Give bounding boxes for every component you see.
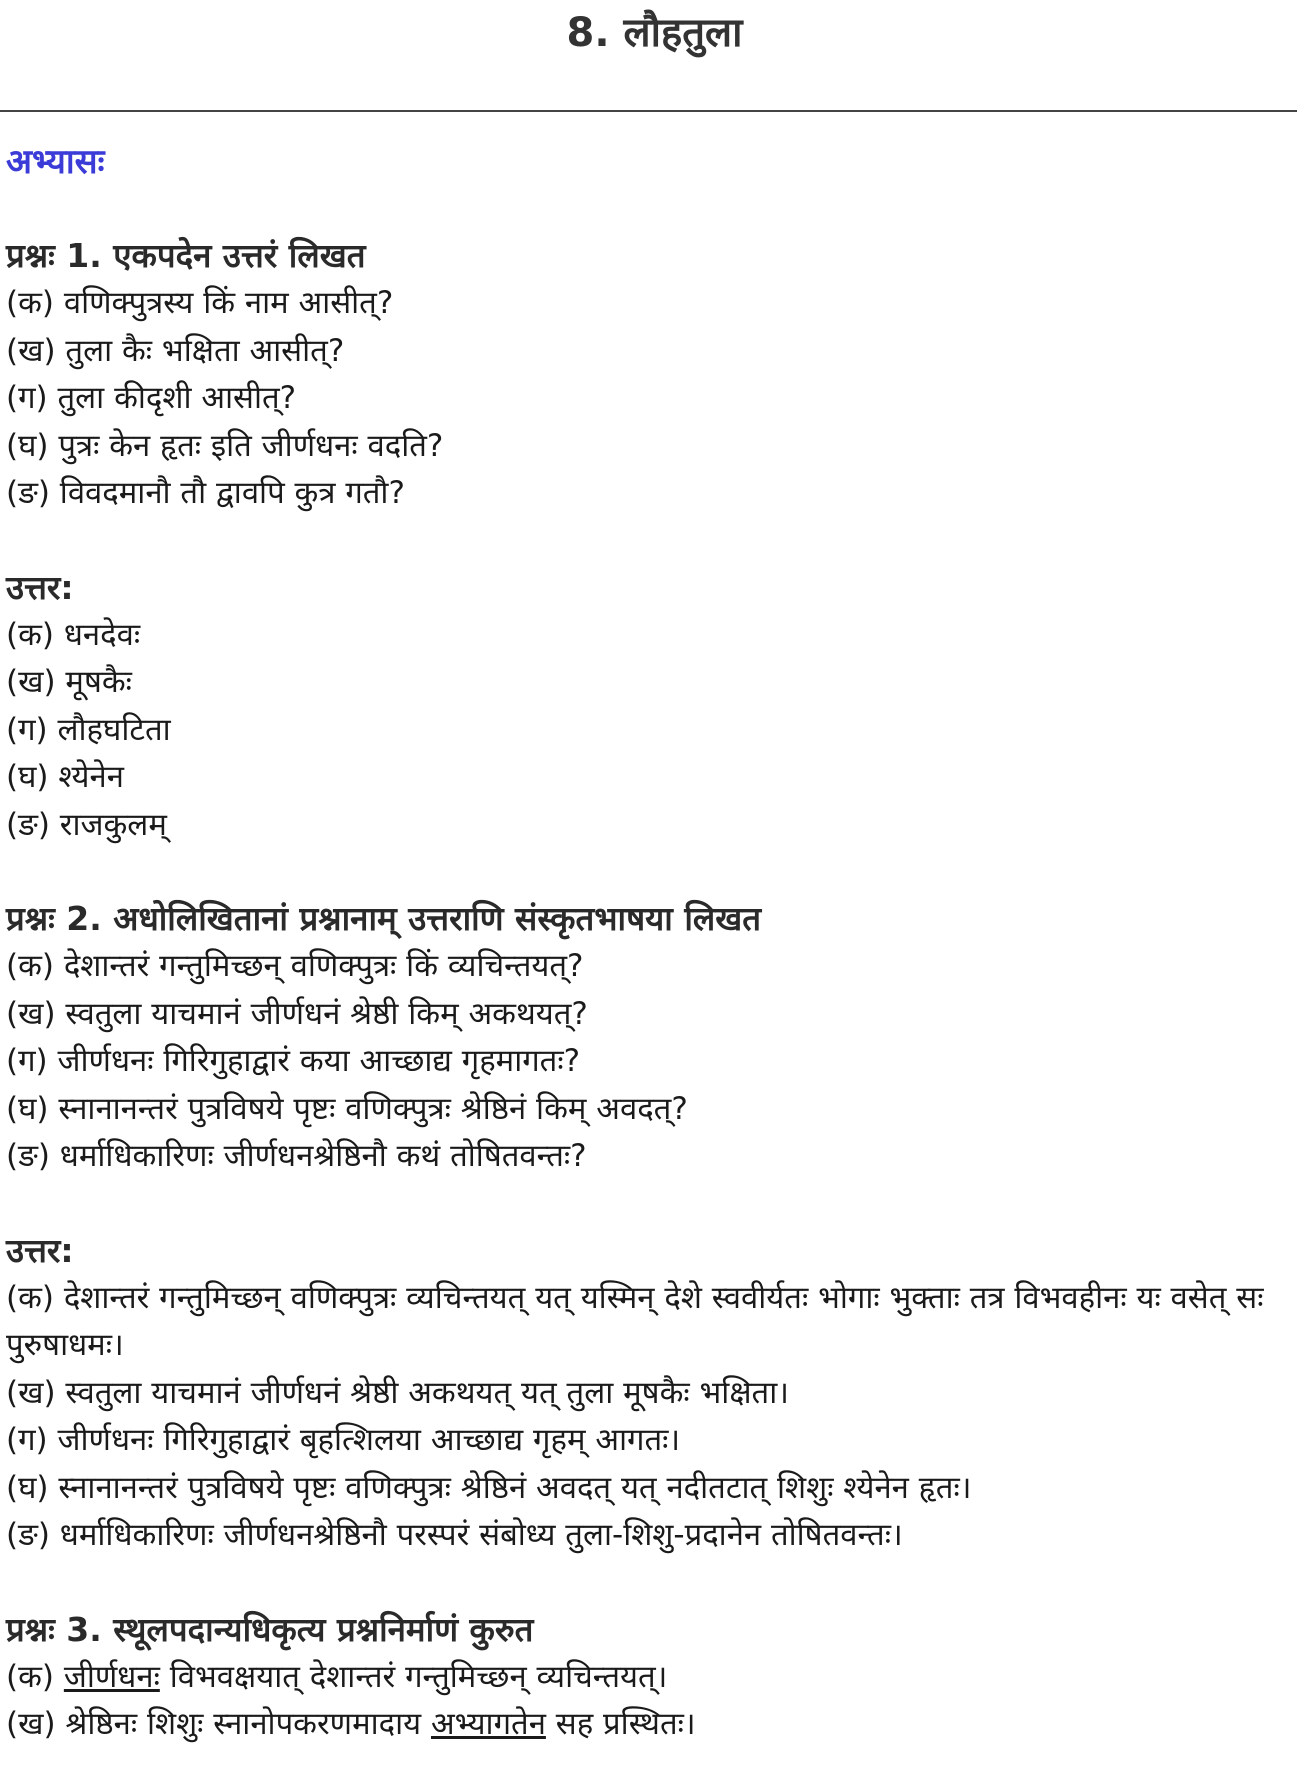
- underlined-word: अभ्यागतेन: [430, 1706, 546, 1742]
- section-heading: अभ्यासः: [6, 142, 105, 182]
- question-1-item: (क) वणिक्पुत्रस्य किं नाम आसीत्?: [6, 285, 394, 321]
- answer-2-heading: उत्तर:: [6, 1230, 74, 1270]
- question-1-item: (ख) तुला कैः भक्षिता आसीत्?: [6, 332, 345, 369]
- answer-2-item: (घ) स्नानानन्तरं पुत्रविषये पृष्टः वणिक्पुत्रः श्रेष्ठिनं अवदत् यत् नदीतटात् शिशुः श्येनेन हृतः।: [6, 1469, 972, 1506]
- answer-1-item: (ख) मूषकैः: [6, 664, 132, 700]
- question-3-heading: प्रश्नः 3. स्थूलपदान्यधिकृत्य प्रश्ननिर्माणं कुरुत: [6, 1609, 534, 1649]
- answer-1-list: [6, 612, 1297, 850]
- answer-1-item: (क) धनदेवः: [6, 616, 141, 653]
- question-3-item: [6, 1654, 1297, 1702]
- item-text: सह प्रस्थितः।: [545, 1706, 696, 1742]
- item-text: विभवक्षयात् देशान्तरं गन्तुमिच्छन् व्यचिन्तयत्।: [159, 1658, 668, 1695]
- answer-2-item: (क) देशान्तरं गन्तुमिच्छन् वणिक्पुत्रः व्यचिन्तयत् यत् यस्मिन् देशे स्ववीर्यतः भोगाः भुक्ताः तत्र विभवहीनः यः वसेत् सः पुरुषाधमः।: [6, 1279, 1264, 1363]
- question-2-list: [6, 943, 1297, 1181]
- question-1-item: (ङ) विवदमानौ तौ द्वावपि कुत्र गतौ?: [6, 475, 405, 511]
- question-1-heading: प्रश्नः 1. एकपदेन उत्तरं लिखत: [6, 236, 366, 275]
- answer-2-list: [6, 1275, 1297, 1560]
- content: [0, 138, 1309, 1749]
- answer-2-item: (ख) स्वतुला याचमानं जीर्णधनं श्रेष्ठी अकथयत् यत् तुला मूषकैः भक्षिता।: [6, 1374, 789, 1411]
- answer-2-item: (ङ) धर्माधिकारिणः जीर्णधनश्रेष्ठिनौ परस्परं संबोध्य तुला-शिशु-प्रदानेन तोषितवन्तः।: [6, 1517, 903, 1553]
- question-3-list: [6, 1654, 1297, 1749]
- question-1-list: [6, 280, 1297, 518]
- question-2-item: (क) देशान्तरं गन्तुमिच्छन् वणिक्पुत्रः किं व्यचिन्तयत्?: [6, 948, 584, 984]
- question-1-item: (घ) पुत्रः केन हृतः इति जीर्णधनः वदति?: [6, 427, 444, 464]
- answer-1-item: (ङ) राजकुलम्: [6, 806, 167, 843]
- question-2-item: (ङ) धर्माधिकारिणः जीर्णधनश्रेष्ठिनौ कथं तोषितवन्तः?: [6, 1138, 587, 1174]
- item-prefix: (क): [6, 1658, 64, 1695]
- question-1-item: (ग) तुला कीदृशी आसीत्?: [6, 380, 297, 416]
- item-prefix: (ख) श्रेष्ठिनः शिशुः स्नानोपकरणमादाय: [6, 1706, 431, 1742]
- question-2-item: (ग) जीर्णधनः गिरिगुहाद्वारं कया आच्छाद्य गृहमागतः?: [6, 1043, 581, 1079]
- answer-1-item: (घ) श्येनेन: [6, 759, 124, 795]
- question-3-item: [6, 1701, 1297, 1749]
- chapter-title: 8. लौहतुला: [566, 10, 743, 56]
- title-divider: [0, 110, 1297, 112]
- answer-2-item: (ग) जीर्णधनः गिरिगुहाद्वारं बृहत्शिलया आच्छाद्य गृहम् आगतः।: [6, 1422, 681, 1458]
- underlined-word: जीर्णधनः: [63, 1658, 160, 1695]
- answer-1-heading: उत्तर:: [6, 567, 74, 607]
- answer-1-item: (ग) लौहघटिता: [6, 711, 171, 748]
- question-2-item: (ख) स्वतुला याचमानं जीर्णधनं श्रेष्ठी किम् अकथयत्?: [6, 995, 588, 1032]
- question-2-heading: प्रश्नः 2. अधोलिखितानां प्रश्नानाम् उत्तराणि संस्कृतभाषया लिखत: [6, 899, 762, 938]
- question-2-item: (घ) स्नानानन्तरं पुत्रविषये पृष्टः वणिक्पुत्रः श्रेष्ठिनं किम् अवदत्?: [6, 1090, 688, 1127]
